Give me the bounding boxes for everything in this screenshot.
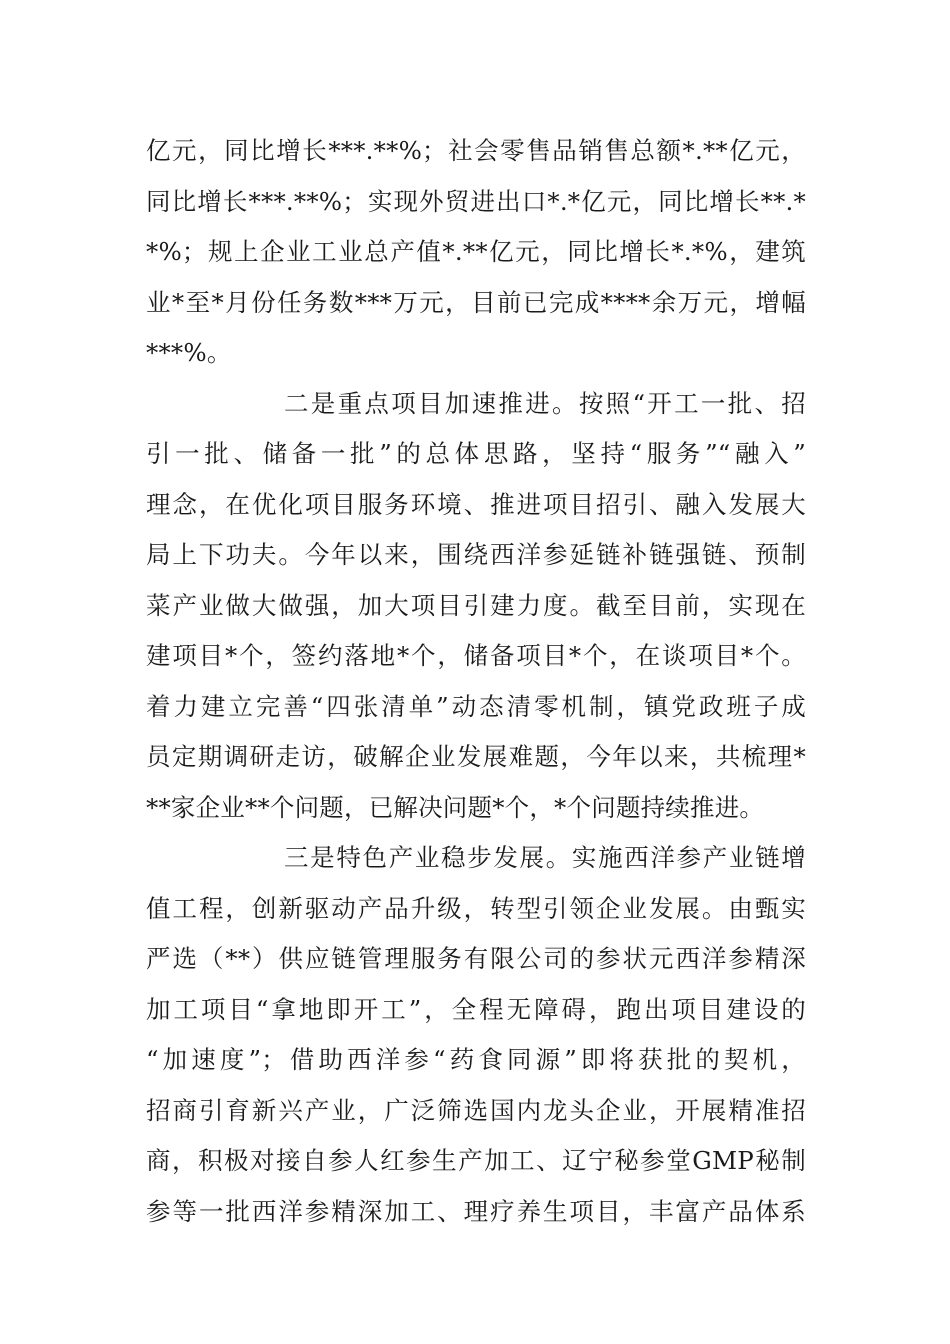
text-line-16: 值工程，创新驱动产品升级，转型引领企业发展。由甄实 <box>146 893 806 923</box>
text-line-14: **家企业**个问题，已解决问题*个，*个问题持续推进。 <box>146 792 765 822</box>
text-line-10: 菜产业做大做强，加大项目引建力度。截至目前，实现在 <box>146 590 806 620</box>
text-line-19: “加速度”；借助西洋参“药食同源”即将获批的契机， <box>146 1045 806 1074</box>
paragraph-heading-2: 二是重点项目加速推进。按照“开工一批、招 <box>284 388 806 418</box>
text-line-5: ***%。 <box>146 338 232 367</box>
text-line-7: 引一批、储备一批”的总体思路，坚持“服务”“融入” <box>146 439 806 468</box>
document-body <box>146 126 806 1237</box>
text-line-9: 局上下功夫。今年以来，围绕西洋参延链补链强链、预制 <box>146 540 806 569</box>
text-line-2: 同比增长***.**%；实现外贸进出口*.*亿元，同比增长**.* <box>146 186 806 216</box>
text-line-21: 商，积极对接自参人红参生产加工、辽宁秘参堂GMP秘制 <box>146 1146 806 1175</box>
text-line-13: 员定期调研走访，破解企业发展难题，今年以来，共梳理* <box>146 742 806 771</box>
text-line-3: *%；规上企业工业总产值*.**亿元，同比增长*.*%，建筑 <box>146 237 806 266</box>
text-line-4: 业*至*月份任务数***万元，目前已完成****余万元，增幅 <box>146 287 806 317</box>
text-line-18: 加工项目“拿地即开工”，全程无障碍，跑出项目建设的 <box>146 994 806 1024</box>
text-line-22: 参等一批西洋参精深加工、理疗养生项目，丰富产品体系 <box>146 1196 806 1226</box>
text-line-12: 着力建立完善“四张清单”动态清零机制，镇党政班子成 <box>146 691 806 721</box>
paragraph-heading-3: 三是特色产业稳步发展。实施西洋参产业链增 <box>284 843 806 872</box>
text-line-20: 招商引育新兴产业，广泛筛选国内龙头企业，开展精准招 <box>146 1095 806 1125</box>
text-line-11: 建项目*个，签约落地*个，储备项目*个，在谈项目*个。 <box>146 641 806 670</box>
text-line-17: 严选（**）供应链管理服务有限公司的参状元西洋参精深 <box>146 944 806 973</box>
text-line-8: 理念，在优化项目服务环境、推进项目招引、融入发展大 <box>146 489 806 519</box>
text-line-1: 亿元，同比增长***.**%；社会零售品销售总额*.**亿元， <box>146 136 806 165</box>
